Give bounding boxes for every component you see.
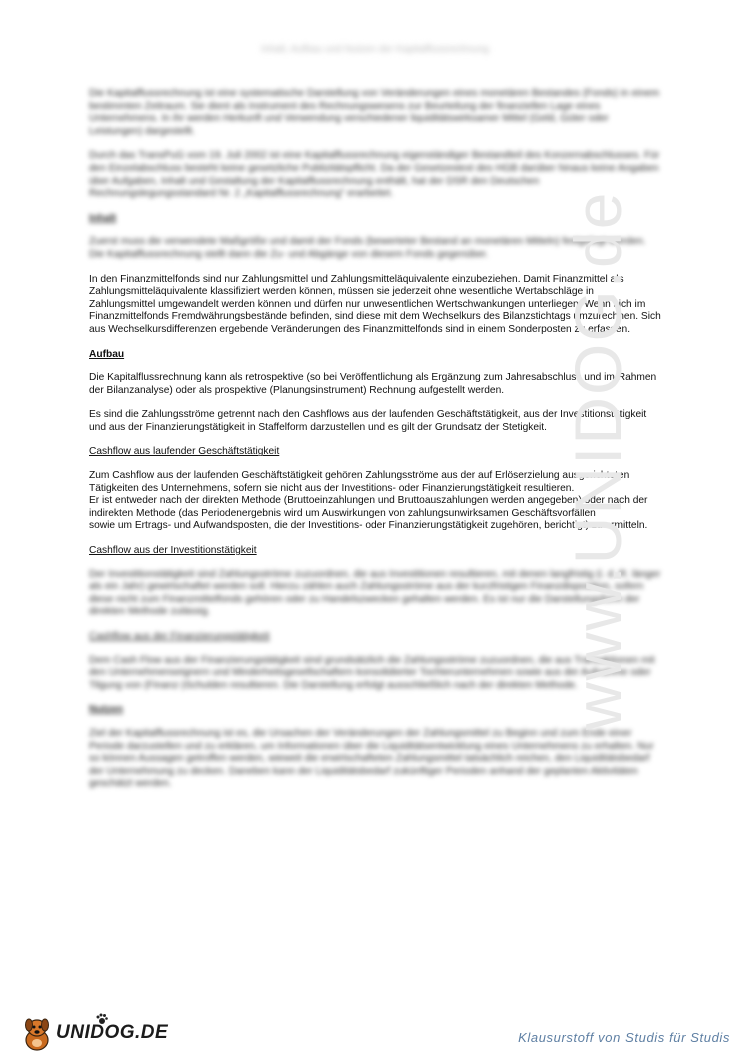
- inhalt-heading: Inhalt: [89, 212, 117, 224]
- cashflow-invest-heading: Cashflow aus der Investitionstätigkeit: [89, 545, 257, 557]
- intro-paragraph-2: Durch das TransPuG vom 19. Juli 2002 ist eine Kapitalflussrechnung eigenständiger Bestandteil des Konzernabschlusses. Für den Einzelabschluss besteht keine gesetzliche Publizitätspflicht. Da der Gesetzestext des HGB darüber hinaus keine Angaben über Aufgaben, Inhalt und Gestaltung der Kapitalflussrechnung enthält, hat der DSR den Deutschen Rechnungslegungsstandard Nr. 2 „Kapitalflussrechnung“ erarbeitet.: [89, 150, 660, 200]
- aufbau-paragraph-2: Es sind die Zahlungsströme getrennt nach den Cashflows aus der laufenden Geschäftstätigkeit, aus der Investitionstätigkeit und aus der Finanzierungstätigkeit in Staffelform darzustellen und es gilt der Grundsatz der Stetigkeit.: [89, 409, 647, 433]
- cashflow-laufend-line-1: Zum Cashflow aus der laufenden Geschäftstätigkeit gehören Zahlungsströme aus der auf Erlöserzielung ausgerichteten Tätigkeiten des Unternehmens, sofern sie nicht aus der Investitions- oder Finanzierungstätigkeit resultieren.: [89, 470, 630, 494]
- intro-paragraph-1: Die Kapitalflussrechnung ist eine systematische Darstellung von Veränderungen eines monetären Bestandes (Fonds) in einem bestimmten Zeitraum. Sie dient als Instrument des Rechnungswesens zur Beurteilung der finanziellen Lage eines Unternehmens. In ihr werden Herkunft und Verwendung verschiedener liquiditätswirksamer Mittel (Geld, Güter oder Leistungen) dargestellt.: [89, 88, 660, 137]
- logo-wordmark: UNIDOG.DE: [56, 1022, 169, 1043]
- inhalt-paragraph: Zuerst muss die verwendete Maßgröße und damit der Fonds (bewerteter Bestand an monetären Mitteln) festgelegt werden. Die Kapitalflussrechnung stellt dann die Zu- und Abgänge von diesem Fonds gegenüber.: [89, 236, 646, 260]
- page-header-title: Inhalt, Aufbau und Nutzen der Kapitalflussrechnung: [261, 44, 489, 55]
- aufbau-paragraph-1: Die Kapitalflussrechnung kann als retrospektive (so bei Veröffentlichung als Ergänzung zum Jahresabschluss und im Rahmen der Bilanzanalyse) oder als prospektive (Planungsinstrument) Rechnung aufgestellt werden.: [89, 372, 657, 396]
- aufbau-heading: Aufbau: [89, 348, 125, 360]
- unidog-logo[interactable]: [20, 1013, 170, 1053]
- cashflow-laufend-line-3: sowie um Ertrags- und Aufwandsposten, die der Investitions- oder Finanzierungstätigkeit zugehören, berichtigt) zu ermitteln.: [89, 520, 648, 532]
- cashflow-finanz-heading: Cashflow aus der Finanzierungstätigkeit: [89, 631, 270, 642]
- footer-tagline: Klausurstoff von Studis für Studis: [518, 1030, 730, 1045]
- dog-icon: [20, 1013, 56, 1053]
- watermark-text: www.UNIDOG.de: [561, 190, 635, 730]
- cashflow-laufend-heading: Cashflow aus laufender Geschäftstätigkeit: [89, 446, 280, 458]
- finanzmittelfonds-paragraph: In den Finanzmittelfonds sind nur Zahlungsmittel und Zahlungsmitteläquivalente einzubeziehen. Damit Finanzmittel als Zahlungsmitteläquivalente klassifiziert werden können, müssen sie jederzeit ohne wesentliche Wertabschläge in Zahlungsmittel umgewandelt werden können und dürfen nur unwesentlichen Wertschwankungen unterliegen. Wenn sich im Finanzmittelfonds Fremdwährungsbestände befinden, sind diese mit dem Wechselkurs des Bilanzstichtags umzurechnen. Sich aus Wechselkursdifferenzen ergebende Veränderungen des Finanzmittelfonds sind in einem Sonderposten zu erfassen.: [89, 273, 661, 335]
- cashflow-laufend-line-2: Er ist entweder nach der direkten Methode (Bruttoeinzahlungen und Bruttoauszahlungen werden angegeben) oder nach der indirekten Methode (das Periodenergebnis wird um Auswirkungen von zahlungsunwirksamen Geschäftsvorfällen: [89, 495, 648, 519]
- nutzen-paragraph: Ziel der Kapitalflussrechnung ist es, die Ursachen der Veränderungen der Zahlungsmittel zu Beginn und zum Ende einer Periode darzustellen und zu erklären, um Informationen über die Liquiditätsentwicklung eines Unternehmens zu erhalten. Nur so können Aussagen getroffen werden, wieweit die erwirtschafteten Zahlungsmittel tatsächlich reichen, den Liquiditätsbedarf der Unternehmung zu decken. Daneben kann der Liquiditätsbedarf zukünftiger Perioden anhand der geplanten Aktivitäten geschätzt werden.: [89, 727, 654, 790]
- nutzen-heading: Nutzen: [89, 704, 123, 716]
- cashflow-invest-paragraph: Der Investitionstätigkeit sind Zahlungsströme zuzuordnen, die aus Investitionen resultieren, mit denen langfristig (i. d. R. länger als ein Jahr) gewirtschaftet werden soll. Hierzu zählen auch Zahlungsströme aus der kurzfristigen Finanzdisposition, sofern diese nicht zum Finanzmittelfonds gehören oder zu Handelszwecken gehalten werden. Es ist nur die Darstellungsform der direkten Methode zulässig.: [89, 568, 661, 618]
- cashflow-finanz-paragraph: Dem Cash Flow aus der Finanzierungstätigkeit sind grundsätzlich die Zahlungsströme zuzuordnen, die aus Transaktionen mit den Unternehmenseignern und Minderheitsgesellschaftern konsolidierter Tochterunternehmen sowie aus der Aufnahme oder Tilgung von (Finanz-)Schulden resultieren. Die Darstellung erfolgt ausschließlich nach der direkten Methode.: [89, 654, 655, 691]
